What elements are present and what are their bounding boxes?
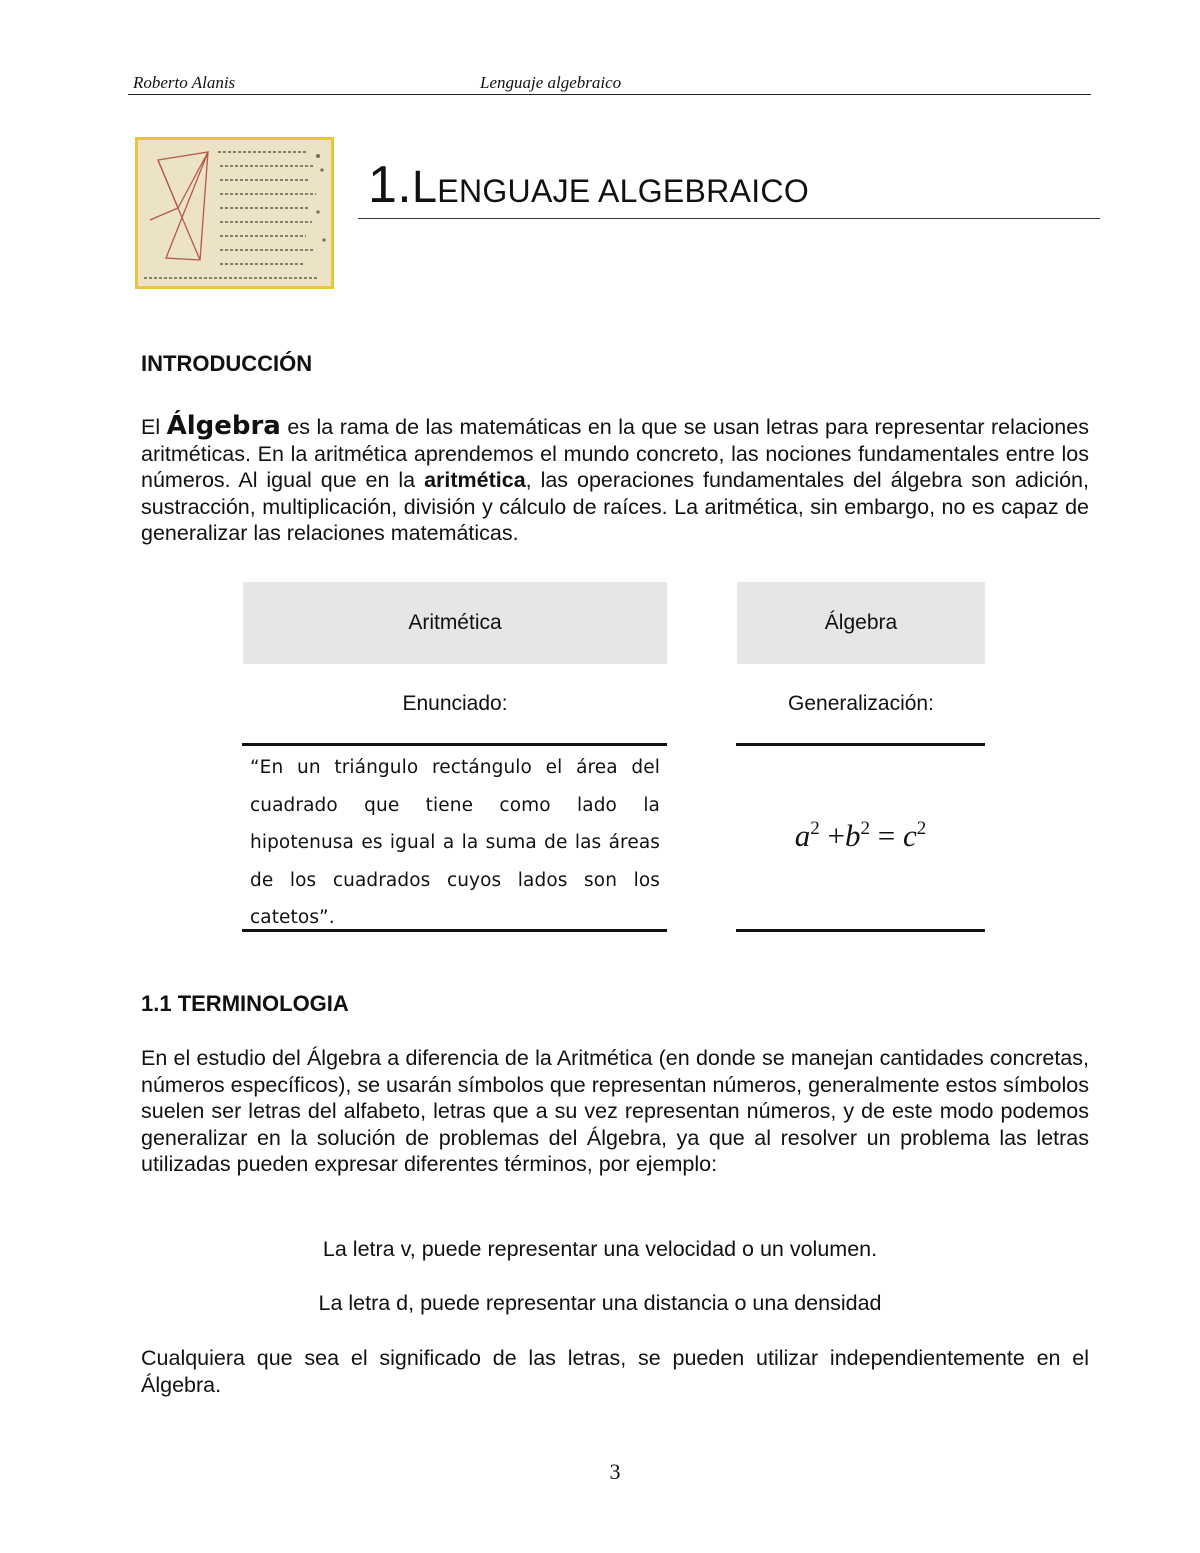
formula-exp-c: 2: [916, 818, 927, 839]
chapter-title: [368, 155, 809, 215]
formula-equals: =: [877, 818, 896, 853]
table-rule-left-top: [242, 743, 667, 746]
intro-part1: es la rama de las matemáticas en la que se usan letras para representar relaciones aritméticas. En la aritmética aprendemos el mundo concreto, las nociones fundamentales entre los números. Al igual que en la: [141, 415, 1089, 493]
terminologia-paragraph: En el estudio del Álgebra a diferencia de la Aritmética (en donde se manejan cantidades concretas, números específicos), se usarán símbolos que representan números, generalmente estos símbolos suelen ser letras del alfabeto, letras que a su vez representan números, y de este modo podemos generalizar en la solución de problemas del Álgebra, ya que al resolver un problema las letras utilizadas pueden expresar diferentes términos, por ejemplo:: [141, 1046, 1089, 1177]
chapter-number: 1.: [368, 156, 412, 214]
table-rule-right-top: [736, 743, 985, 746]
table-label-generalizacion: Generalización:: [788, 692, 934, 715]
running-header-author: Roberto Alanis: [133, 73, 236, 92]
table-rule-right-bottom: [736, 929, 985, 932]
intro-part2: , las operaciones fundamentales del álgebra son adición, sustracción, multiplicación, división y cálculo de raíces. La aritmética, sin embargo, no es capaz de generalizar las relaciones matemáticas.: [141, 468, 1089, 546]
closing-paragraph: Cualquiera que sea el significado de las letras, se pueden utilizar independientemente en el Álgebra.: [141, 1346, 1089, 1397]
terminologia-heading: 1.1 TERMINOLOGIA: [141, 991, 349, 1016]
pythagorean-formula: [738, 818, 983, 854]
manuscript-image: [135, 137, 334, 289]
running-header-subject: Lenguaje algebraico: [480, 73, 622, 92]
formula-a: a: [794, 818, 811, 853]
page-number: 3: [609, 1459, 621, 1484]
formula-c: c: [902, 818, 917, 853]
chapter-title-rest: ENGUAJE ALGEBRAICO: [437, 173, 810, 209]
example-letter-v: La letra v, puede representar una velocidad o un volumen.: [322, 1237, 878, 1261]
formula-b: b: [844, 818, 861, 853]
intro-algebra-term: Álgebra: [166, 411, 281, 441]
intro-paragraph: [141, 413, 1089, 547]
chapter-title-initial: L: [411, 161, 438, 212]
intro-aritmetica-term: aritmética: [424, 468, 526, 493]
example-letter-d: La letra d, puede representar una distancia o una densidad: [318, 1291, 882, 1315]
formula-exp-b: 2: [860, 818, 870, 839]
chapter-rule: [358, 218, 1100, 219]
header-rule: [128, 94, 1091, 95]
formula-plus: +: [827, 818, 845, 853]
pythagoras-statement: “En un triángulo rectángulo el área del cuadrado que tiene como lado la hipotenusa es igual a la suma de las áreas de los cuadrados cuyos lados son los catetos”.: [250, 757, 660, 929]
table-header-algebra: Álgebra: [737, 582, 985, 664]
intro-el: El: [141, 415, 161, 439]
manuscript-drawing: [138, 140, 331, 286]
formula-exp-a: 2: [810, 818, 820, 839]
table-header-aritmetica: Aritmética: [243, 582, 667, 664]
table-label-enunciado: Enunciado:: [402, 692, 508, 715]
intro-heading: INTRODUCCIÓN: [141, 351, 313, 376]
table-rule-left-bottom: [242, 929, 667, 932]
